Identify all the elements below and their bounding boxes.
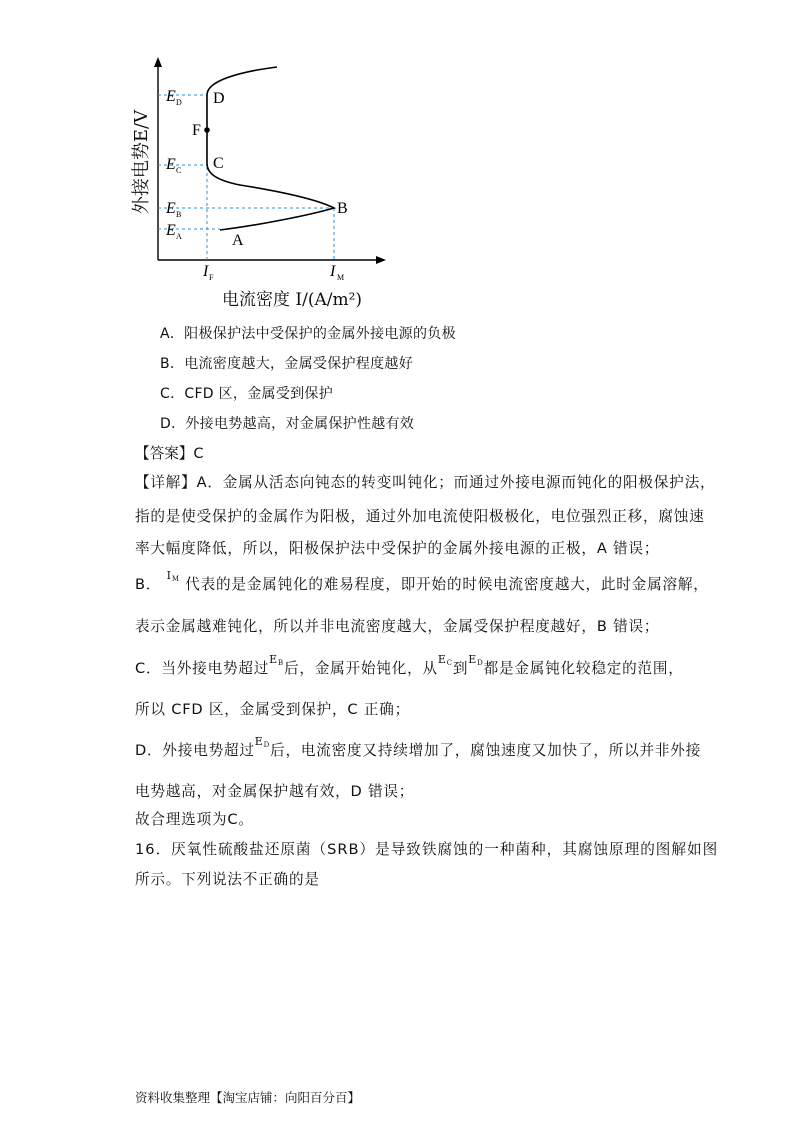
point-label-f: F (192, 122, 201, 139)
svg-text:B: B (176, 210, 182, 219)
explanation-d-line-2: 电势越高，对金属保护越有效，D 错误； (135, 783, 415, 800)
point-label-d: D (213, 90, 225, 107)
question-16-line-2: 所示。下列说法不正确的是 (135, 871, 320, 888)
symbol-im: $I_M$ (166, 569, 180, 583)
answer-label: 【答案】 (135, 445, 194, 462)
svg-text:M: M (337, 273, 345, 282)
symbol-eb: $E_B$ (269, 653, 284, 667)
y-tick-ec (165, 156, 181, 175)
answer-value: C (193, 445, 204, 462)
svg-text:I: I (203, 263, 209, 280)
point-label-a: A (232, 232, 244, 249)
x-axis-title: 电流密度 I/(A/m²) (222, 290, 363, 310)
option-d: D．外接电势越高，对金属保护性越有效 (160, 416, 415, 432)
svg-text:I: I (330, 263, 336, 280)
explanation-line-3: 率大幅度降低，所以，阳极保护法中受保护的金属外接电源的正极，A 错误； (135, 540, 660, 557)
svg-text:C: C (176, 166, 182, 175)
svg-text:E: E (166, 156, 176, 173)
option-b: B．电流密度越大，金属受保护程度越好 (160, 356, 414, 372)
svg-text:E: E (166, 200, 176, 217)
explanation-b-line-1: B． $I_M$ 代表的是金属钝化的难易程度，即开始的时候电流密度越大，此时金属溶解， (135, 569, 709, 593)
svg-text:D: D (176, 98, 182, 107)
x-axis-arrow (376, 256, 386, 264)
y-tick-eb (165, 200, 181, 219)
explanation-c-line-2: 所以 CFD 区，金属受到保护，C 正确； (135, 701, 411, 718)
y-axis-title: 外接电势E/V (131, 109, 152, 215)
explanation-line-1: 【详解】A．金属从活态向钝态的转变叫钝化；而通过外接电源而钝化的阳极保护法， (135, 474, 716, 491)
point-label-c: C (213, 155, 224, 172)
x-tick-im (329, 263, 344, 282)
option-a: A．阳极保护法中受保护的金属外接电源的负极 (160, 326, 456, 342)
point-f-dot (204, 127, 210, 133)
y-axis-arrow (154, 57, 162, 67)
explanation-conclusion: 故合理选项为C。 (135, 811, 254, 828)
explanation-b-line-2: 表示金属越难钝化，所以并非电流密度越大，金属受保护程度越好，B 错误； (135, 618, 660, 635)
symbol-ed: $E_D$ (468, 653, 484, 667)
explanation-label: 【详解】 (135, 474, 197, 491)
answer-line (135, 442, 204, 463)
symbol-ec: $E_C$ (437, 653, 453, 667)
explanation-d-line-1: D．外接电势超过$E_D$后，电流密度又持续增加了，腐蚀速度又加快了，所以并非外接 (135, 735, 702, 759)
svg-text:A: A (176, 232, 182, 241)
x-tick-if (202, 263, 214, 282)
potential-current-figure (120, 55, 400, 315)
y-tick-ea (165, 222, 182, 241)
point-label-b: B (337, 200, 348, 217)
dashed-guides (158, 95, 334, 260)
explanation-line-2: 指的是使受保护的金属作为阳极，通过外加电流使阳极极化，电位强烈正移，腐蚀速 (135, 508, 705, 525)
svg-text:E: E (166, 88, 176, 105)
y-tick-ed (165, 88, 182, 107)
polarization-curve (207, 67, 334, 230)
option-c: C．CFD 区，金属受到保护 (160, 386, 334, 402)
page-footer: 资料收集整理【淘宝店铺：向阳百分百】 (135, 1090, 361, 1105)
svg-text:E: E (166, 222, 176, 239)
question-16-line-1: 16．厌氧性硫酸盐还原菌（SRB）是导致铁腐蚀的一种菌种，其腐蚀原理的图解如图 (135, 841, 719, 858)
symbol-ed-2: $E_D$ (254, 735, 271, 749)
svg-text:F: F (209, 273, 214, 282)
explanation-c-line-1: C．当外接电势超过$E_B$后，金属开始钝化，从$E_C$到$E_D$都是金属钝化较稳定的范围， (135, 653, 684, 677)
